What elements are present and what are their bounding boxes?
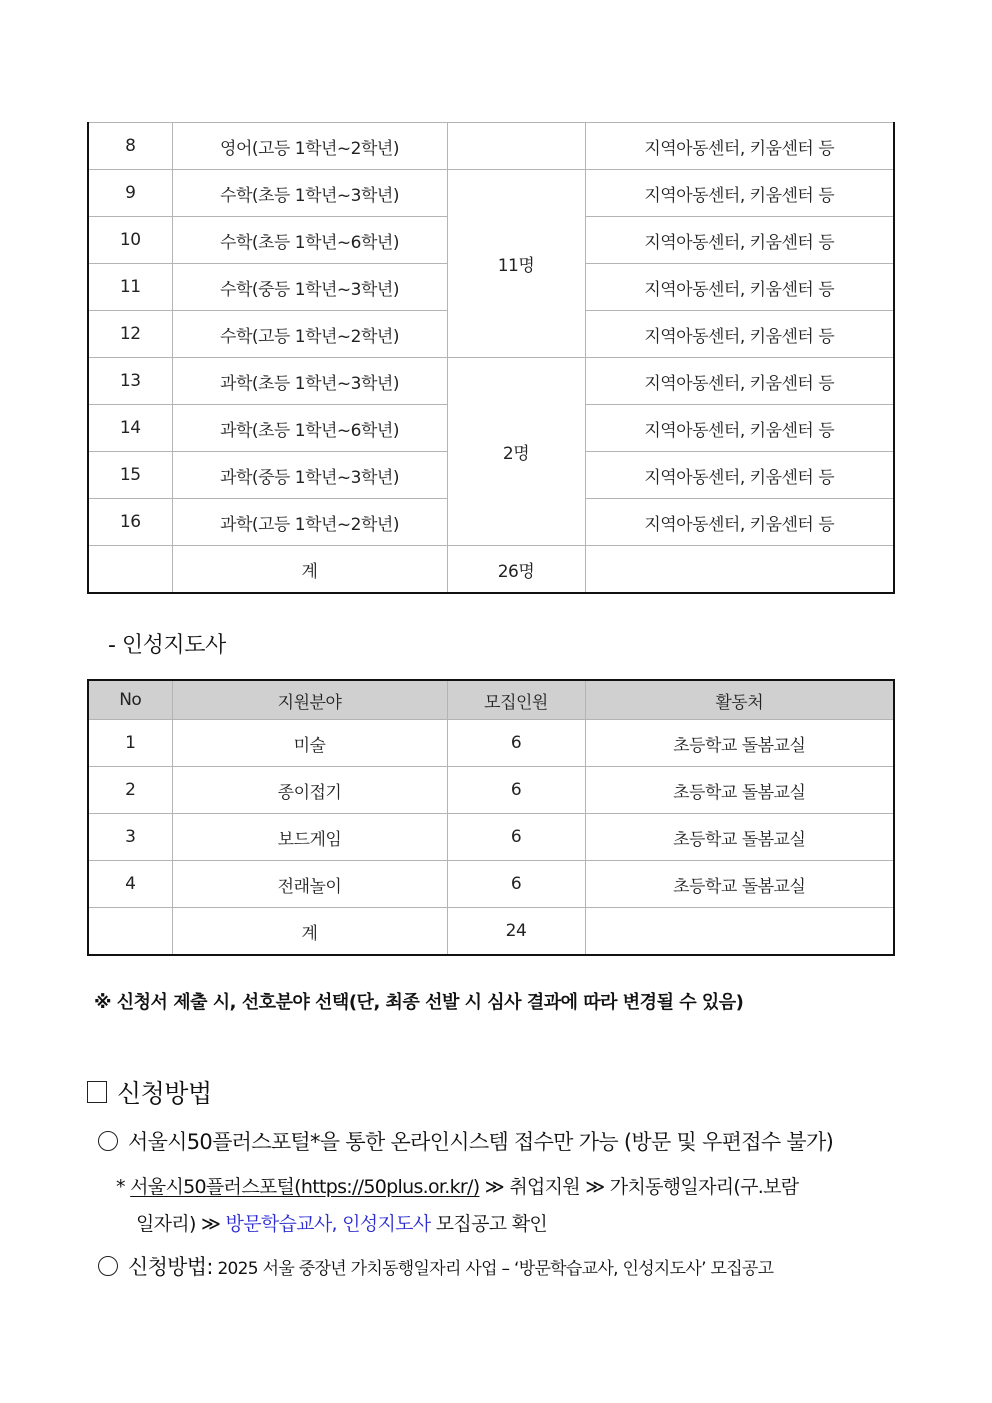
table-row <box>88 767 894 814</box>
item-label: 신청방법: <box>128 1255 213 1279</box>
table-row <box>88 720 894 767</box>
cell-place <box>585 546 894 594</box>
portal-footnote-cont <box>136 1209 547 1236</box>
cell-place: 초등학교 돌봄교실 <box>585 814 894 861</box>
table-header-row <box>88 680 894 720</box>
cell-place: 지역아동센터, 키움센터 등 <box>585 499 894 546</box>
cell-field: 과학(초등 1학년~6학년) <box>172 405 447 452</box>
total-count: 26명 <box>447 546 585 594</box>
table-row <box>88 123 894 170</box>
cell-no: 9 <box>88 170 172 217</box>
cell-field: 전래놀이 <box>172 861 447 908</box>
cell-field: 수학(초등 1학년~3학년) <box>172 170 447 217</box>
total-count: 24 <box>447 908 585 956</box>
cell-count: 2명 <box>447 358 585 546</box>
cell-no: 8 <box>88 123 172 170</box>
total-label: 계 <box>172 908 447 956</box>
cell-no: 12 <box>88 311 172 358</box>
header-count: 모집인원 <box>447 680 585 720</box>
tutor-table-continued <box>87 122 895 594</box>
apply-item-online <box>98 1126 833 1156</box>
cell-place: 지역아동센터, 키움센터 등 <box>585 123 894 170</box>
cell-place: 지역아동센터, 키움센터 등 <box>585 170 894 217</box>
cell-place: 지역아동센터, 키움센터 등 <box>585 217 894 264</box>
footnote-path-cont: 일자리) ≫ <box>136 1213 226 1235</box>
square-bullet-icon <box>87 1081 107 1103</box>
cell-count <box>447 123 585 170</box>
cell-field: 수학(중등 1학년~3학년) <box>172 264 447 311</box>
footnote-star: * <box>116 1176 125 1198</box>
heading-text: 신청방법 <box>117 1079 212 1108</box>
portal-link[interactable]: 서울시50플러스포털(https://50plus.or.kr/) <box>130 1176 480 1198</box>
footnote-end: 모집공고 확인 <box>430 1213 548 1235</box>
cell-field: 과학(중등 1학년~3학년) <box>172 452 447 499</box>
table-row <box>88 358 894 405</box>
total-label: 계 <box>172 546 447 594</box>
cell-field: 종이접기 <box>172 767 447 814</box>
cell-place: 지역아동센터, 키움센터 등 <box>585 264 894 311</box>
cell-no: 1 <box>88 720 172 767</box>
character-instructor-table <box>87 679 895 956</box>
table-row <box>88 861 894 908</box>
cell-no: 2 <box>88 767 172 814</box>
cell-place: 지역아동센터, 키움센터 등 <box>585 311 894 358</box>
cell-place: 지역아동센터, 키움센터 등 <box>585 405 894 452</box>
cell-field: 수학(초등 1학년~6학년) <box>172 217 447 264</box>
table-total-row <box>88 908 894 956</box>
header-place: 활동처 <box>585 680 894 720</box>
table-row <box>88 170 894 217</box>
cell-field: 과학(초등 1학년~3학년) <box>172 358 447 405</box>
cell-field: 과학(고등 1학년~2학년) <box>172 499 447 546</box>
cell-count: 6 <box>447 767 585 814</box>
cell-no: 4 <box>88 861 172 908</box>
cell-count: 6 <box>447 814 585 861</box>
cell-place: 초등학교 돌봄교실 <box>585 861 894 908</box>
header-no: No <box>88 680 172 720</box>
portal-footnote <box>116 1172 798 1199</box>
cell-no <box>88 908 172 956</box>
cell-field: 영어(고등 1학년~2학년) <box>172 123 447 170</box>
item-text: 2025 서울 중장년 가치동행일자리 사업 – ‘방문학습교사, 인성지도사’ 모집공고 <box>212 1259 774 1279</box>
cell-no: 14 <box>88 405 172 452</box>
footnote-path: ≫ 취업지원 ≫ 가치동행일자리(구.보람 <box>479 1176 799 1198</box>
cell-count: 6 <box>447 861 585 908</box>
cell-no: 13 <box>88 358 172 405</box>
circle-bullet-icon <box>98 1256 118 1276</box>
cell-no: 10 <box>88 217 172 264</box>
selection-note: ※ 신청서 제출 시, 선호분야 선택(단, 최종 선발 시 심사 결과에 따라 변경될 수 있음) <box>94 992 744 1013</box>
cell-field: 수학(고등 1학년~2학년) <box>172 311 447 358</box>
cell-place: 초등학교 돌봄교실 <box>585 767 894 814</box>
header-field: 지원분야 <box>172 680 447 720</box>
circle-bullet-icon <box>98 1131 118 1151</box>
table-row <box>88 814 894 861</box>
cell-no: 16 <box>88 499 172 546</box>
cell-count: 6 <box>447 720 585 767</box>
table-total-row <box>88 546 894 594</box>
cell-no <box>88 546 172 594</box>
apply-method-heading <box>87 1074 212 1110</box>
highlight-roles: 방문학습교사, 인성지도사 <box>225 1213 431 1235</box>
cell-place: 초등학교 돌봄교실 <box>585 720 894 767</box>
cell-no: 11 <box>88 264 172 311</box>
cell-field: 보드게임 <box>172 814 447 861</box>
cell-place <box>585 908 894 956</box>
item-text: 서울시50플러스포털*을 통한 온라인시스템 접수만 가능 (방문 및 우편접수 불가) <box>128 1130 834 1154</box>
section-title-character-instructor: - 인성지도사 <box>108 633 226 658</box>
cell-field: 미술 <box>172 720 447 767</box>
cell-place: 지역아동센터, 키움센터 등 <box>585 452 894 499</box>
cell-no: 15 <box>88 452 172 499</box>
cell-no: 3 <box>88 814 172 861</box>
cell-count: 11명 <box>447 170 585 358</box>
apply-item-method <box>98 1251 773 1281</box>
cell-place: 지역아동센터, 키움센터 등 <box>585 358 894 405</box>
